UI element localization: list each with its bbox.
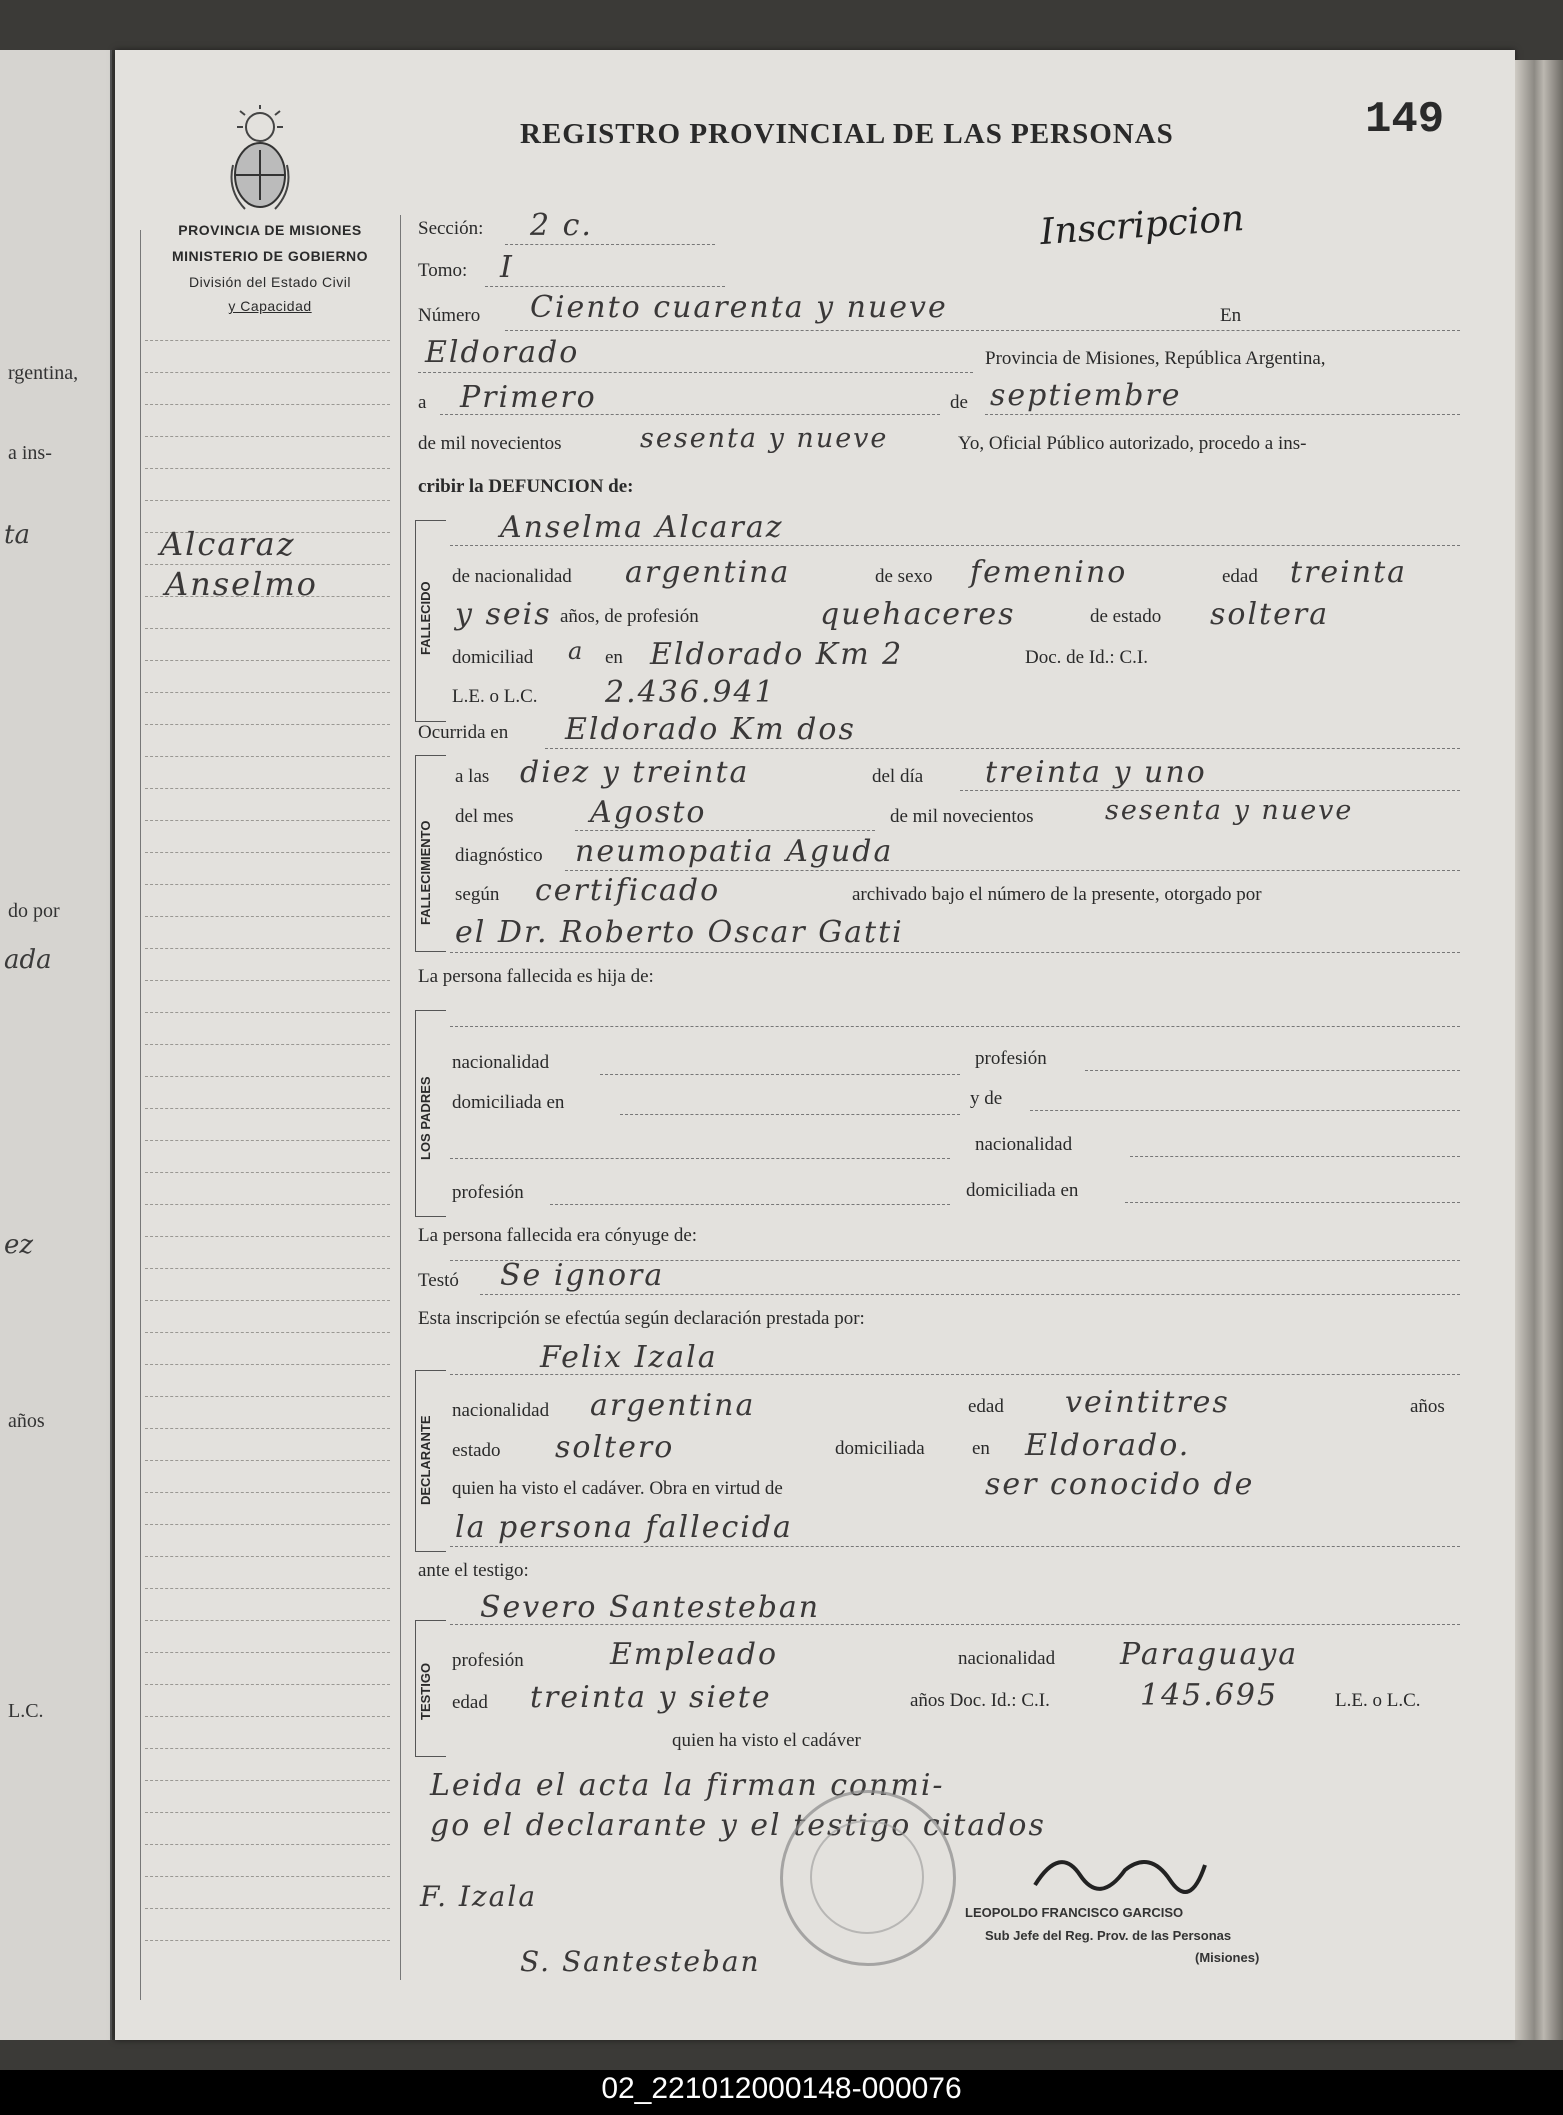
year-prefix: de mil novecientos — [418, 433, 562, 454]
padres-intro: La persona fallecida es hija de: — [418, 966, 654, 987]
domiciliado-label: domiciliad — [452, 647, 534, 668]
capacity-heading: y Capacidad — [228, 298, 312, 314]
estado-label: de estado — [1090, 606, 1162, 627]
edad-value-cont: y seis — [455, 597, 552, 632]
official-signature-icon — [1030, 1840, 1210, 1900]
province-text: Provincia de Misiones, República Argentina, — [985, 348, 1326, 369]
del-dia-label: del día — [872, 766, 924, 787]
deceased-name: Anselma Alcaraz — [500, 510, 784, 545]
madre-nacionalidad-label: nacionalidad — [975, 1134, 1073, 1155]
en-label: En — [1220, 305, 1242, 326]
testigo-signature: S. Santesteban — [520, 1945, 761, 1978]
ocurrida-label: Ocurrida en — [418, 722, 509, 743]
sexo-value: femenino — [970, 555, 1128, 590]
seccion-value: 2 c. — [530, 208, 593, 243]
margin-firstname: Anselmo — [165, 565, 318, 603]
declarante-signature: F. Izala — [420, 1880, 538, 1913]
testigo-edad-value: treinta y siete — [530, 1680, 772, 1715]
coat-of-arms-icon — [225, 105, 295, 215]
official-place: (Misiones) — [1195, 1950, 1260, 1965]
estado-value: soltera — [1210, 597, 1330, 632]
a-las-label: a las — [455, 766, 490, 787]
padres-tag: LOS PADRES — [418, 1076, 433, 1160]
tomo-value: I — [500, 250, 514, 285]
day-value: Primero — [460, 380, 597, 415]
testigo-nacionalidad-label: nacionalidad — [958, 1648, 1056, 1669]
testo-label: Testó — [418, 1270, 459, 1291]
left-page-text: años — [8, 1410, 45, 1432]
edad-label: edad — [1222, 566, 1258, 587]
document-title: REGISTRO PROVINCIAL DE LAS PERSONAS — [520, 118, 1174, 150]
nacionalidad-label: de nacionalidad — [452, 566, 572, 587]
left-page-text: rgentina, — [8, 362, 79, 384]
padre-domiciliada-label: domiciliada en — [452, 1092, 565, 1113]
year-value: sesenta y nueve — [640, 423, 889, 454]
diagnostico-value: neumopatia Aguda — [575, 834, 894, 869]
declarante-estado-value: soltero — [555, 1430, 675, 1465]
ocurrida-value: Eldorado Km dos — [565, 712, 856, 747]
declarante-virtud-value-cont: la persona fallecida — [455, 1510, 793, 1545]
declarante-edad-label: edad — [968, 1396, 1004, 1417]
profesion-value: quehaceres — [820, 597, 1016, 632]
sexo-label: de sexo — [875, 566, 933, 587]
declarante-nacionalidad-label: nacionalidad — [452, 1400, 550, 1421]
nacionalidad-value: argentina — [625, 555, 791, 590]
anos-profesion-label: años, de profesión — [560, 606, 699, 627]
le-value: 2.436.941 — [605, 675, 776, 710]
de-label: de — [950, 392, 968, 413]
testigo-le-label: L.E. o L.C. — [1335, 1690, 1421, 1711]
conyuge-text: La persona fallecida era cónyuge de: — [418, 1225, 698, 1246]
testigo-nacionalidad-value: Paraguaya — [1120, 1637, 1299, 1672]
declarante-domiciliada-label: domiciliada — [835, 1438, 925, 1459]
declarante-cadaver-text: quien ha visto el cadáver. Obra en virtud de — [452, 1478, 783, 1499]
left-page-text: a ins- — [8, 442, 52, 464]
left-page-handwriting: ez — [4, 1230, 34, 1260]
anio-value: sesenta y nueve — [1105, 795, 1354, 826]
doctor-value: el Dr. Roberto Oscar Gatti — [455, 915, 904, 950]
doc-label: Doc. de Id.: C.I. — [1025, 647, 1148, 668]
declaracion-text: Esta inscripción se efectúa según declaración prestada por: — [418, 1308, 865, 1329]
month-value: septiembre — [990, 378, 1182, 413]
hora-value: diez y treinta — [520, 755, 750, 790]
domiciliado-suffix: a — [568, 637, 585, 665]
official-name: LEOPOLDO FRANCISCO GARCISO — [965, 1905, 1184, 1920]
a-label: a — [418, 392, 427, 413]
madre-profesion-label: profesión — [452, 1182, 524, 1203]
segun-value: certificado — [535, 873, 721, 908]
inscribir-text: cribir la DEFUNCION de: — [418, 476, 634, 497]
testo-value: Se ignora — [500, 1258, 665, 1293]
declarante-virtud-value: ser conocido de — [985, 1467, 1255, 1502]
footer-image-id: 02_221012000148-000076 — [601, 2072, 962, 2105]
testigo-tag: TESTIGO — [418, 1662, 433, 1720]
madre-domiciliada-label: domiciliada en — [966, 1180, 1079, 1201]
left-page-handwriting: ada — [4, 945, 52, 975]
margin-surname: Alcaraz — [160, 525, 296, 563]
closing-line-2: go el declarante y el testigo citados — [430, 1808, 1046, 1843]
testigo-profesion-label: profesión — [452, 1650, 524, 1671]
declarante-estado-label: estado — [452, 1440, 501, 1461]
fallecido-tag: FALLECIDO — [418, 581, 433, 655]
diagnostico-label: diagnóstico — [455, 845, 543, 866]
province-heading: PROVINCIA DE MISIONES — [178, 222, 362, 238]
left-page-handwriting: ta — [4, 520, 30, 550]
left-page-text: do por — [8, 900, 60, 922]
official-role: Sub Jefe del Reg. Prov. de las Personas — [985, 1928, 1232, 1943]
padre-nacionalidad-label: nacionalidad — [452, 1052, 550, 1073]
header-signature: Inscripcion — [1038, 197, 1246, 254]
margin-rule — [140, 230, 141, 2000]
declarante-name: Felix Izala — [540, 1340, 718, 1375]
domicilio-value: Eldorado Km 2 — [650, 637, 904, 672]
testigo-ci-value: 145.695 — [1140, 1678, 1279, 1713]
declarante-nacionalidad-value: argentina — [590, 1388, 756, 1423]
place-value: Eldorado — [425, 335, 580, 370]
le-label: L.E. o L.C. — [452, 686, 538, 707]
ministry-heading: MINISTERIO DE GOBIERNO — [171, 248, 369, 264]
segun-label: según — [455, 884, 500, 905]
left-page-text: L.C. — [8, 1700, 44, 1722]
del-mes-label: del mes — [455, 806, 514, 827]
testigo-edad-label: edad — [452, 1692, 488, 1713]
fallecimiento-tag: FALLECIMIENTO — [418, 820, 433, 925]
testigo-name: Severo Santesteban — [480, 1590, 821, 1625]
official-seal-inner — [810, 1820, 924, 1934]
numero-label: Número — [418, 305, 481, 326]
testigo-profesion-value: Empleado — [610, 1637, 779, 1672]
margin-rule — [400, 215, 401, 1980]
book-edge — [1515, 60, 1563, 2040]
dia-value: treinta y uno — [985, 755, 1207, 790]
declarante-en-label: en — [972, 1438, 990, 1459]
declarante-edad-value: veintitres — [1065, 1385, 1230, 1420]
de-mil-label: de mil novecientos — [890, 806, 1034, 827]
testigo-cadaver-text: quien ha visto el cadáver — [672, 1730, 861, 1751]
division-heading: División del Estado Civil — [189, 274, 351, 290]
tomo-label: Tomo: — [418, 260, 468, 281]
closing-line-1: Leida el acta la firman conmi- — [430, 1768, 945, 1803]
testigo-intro: ante el testigo: — [418, 1560, 529, 1581]
oficial-text: Yo, Oficial Público autorizado, procedo a ins- — [958, 433, 1307, 454]
y-de-label: y de — [970, 1088, 1003, 1109]
padre-profesion-label: profesión — [975, 1048, 1047, 1069]
seccion-label: Sección: — [418, 218, 484, 239]
mes-value: Agosto — [590, 795, 707, 830]
edad-value: treinta — [1290, 555, 1408, 590]
previous-page — [0, 50, 112, 2040]
declarante-domicilio-value: Eldorado. — [1025, 1428, 1191, 1463]
declarante-anos-label: años — [1410, 1396, 1445, 1417]
numero-value: Ciento cuarenta y nueve — [530, 290, 948, 325]
archivado-text: archivado bajo el número de la presente, otorgado por — [852, 884, 1262, 905]
domicilio-en-label: en — [605, 647, 623, 668]
testigo-doc-label: años Doc. Id.: C.I. — [910, 1690, 1050, 1711]
page-number: 149 — [1365, 95, 1445, 145]
declarante-tag: DECLARANTE — [418, 1415, 433, 1505]
